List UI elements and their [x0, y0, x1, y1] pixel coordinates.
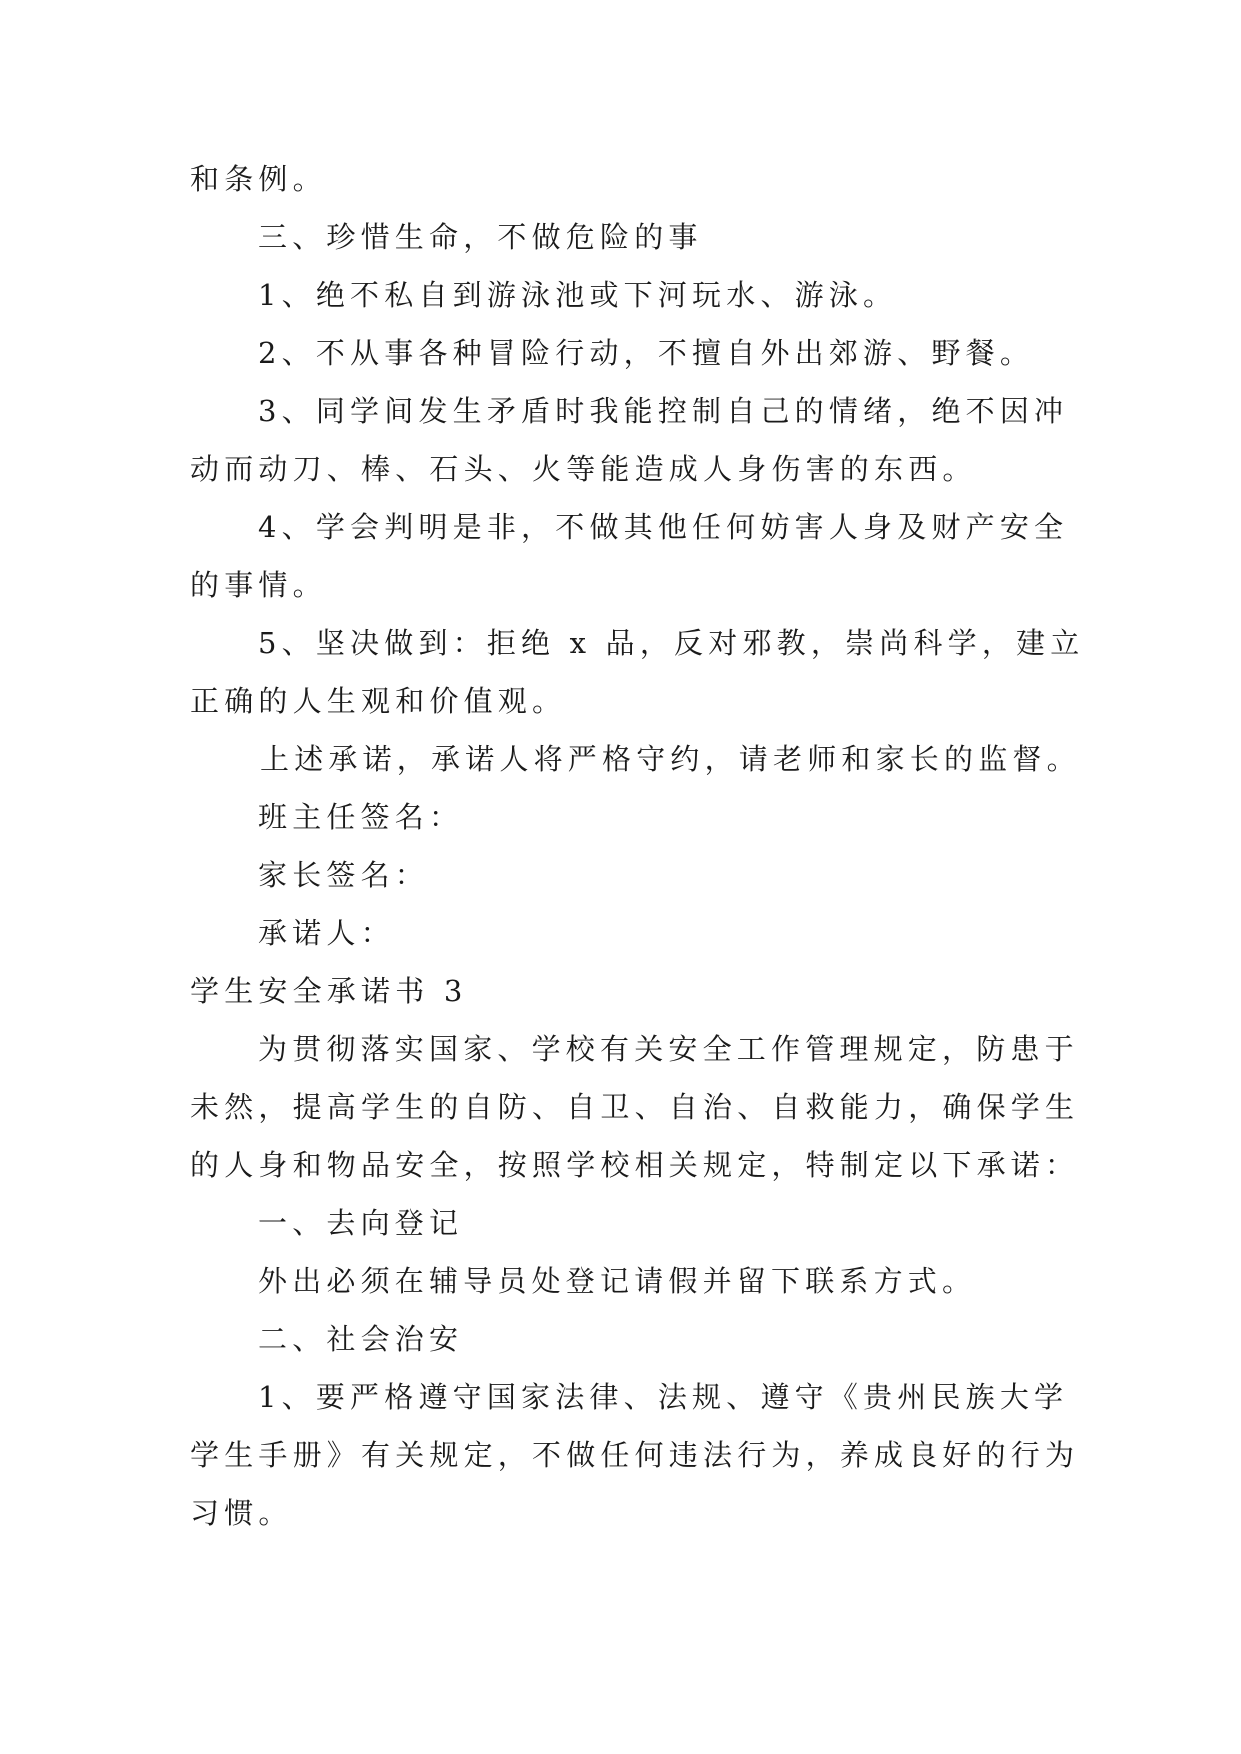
list-item: 3、同学间发生矛盾时我能控制自己的情绪，绝不因冲 [258, 394, 1069, 428]
list-item: 1、要严格遵守国家法律、法规、遵守《贵州民族大学 [258, 1380, 1069, 1414]
signature-line-teacher: 班主任签名： [258, 800, 464, 834]
signature-line-parent: 家长签名： [258, 858, 430, 892]
text-line: 习惯。 [190, 1496, 293, 1530]
paragraph-line: 外出必须在辅导员处登记请假并留下联系方式。 [258, 1264, 977, 1298]
section-heading: 三、珍惜生命，不做危险的事 [258, 220, 703, 254]
paragraph-line: 为贯彻落实国家、学校有关安全工作管理规定，防患于 [258, 1032, 1079, 1066]
list-item: 1、绝不私自到游泳池或下河玩水、游泳。 [258, 278, 898, 312]
text-line: 正确的人生观和价值观。 [190, 684, 567, 718]
text-line: 动而动刀、棒、石头、火等能造成人身伤害的东西。 [190, 452, 977, 486]
list-item: 5、坚决做到：拒绝 x 品，反对邪教，崇尚科学，建立 [258, 626, 1085, 660]
paragraph-line: 未然，提高学生的自防、自卫、自治、自救能力，确保学生 [190, 1090, 1080, 1124]
document-body [190, 150, 1085, 1542]
text-line: 和条例。 [190, 162, 327, 196]
text-line: 学生手册》有关规定，不做任何违法行为，养成良好的行为 [190, 1438, 1080, 1472]
list-item: 2、不从事各种冒险行动，不擅自外出郊游、野餐。 [258, 336, 1035, 370]
text-line: 的事情。 [190, 568, 327, 602]
signature-line-promisor: 承诺人： [258, 916, 395, 950]
closing-statement: 上述承诺，承诺人将严格守约，请老师和家长的监督。 [260, 742, 1081, 776]
list-item: 4、学会判明是非，不做其他任何妨害人身及财产安全 [258, 510, 1069, 544]
paragraph-line: 的人身和物品安全，按照学校相关规定，特制定以下承诺： [190, 1148, 1080, 1182]
document-title: 学生安全承诺书 3 [190, 974, 468, 1008]
section-heading: 二、社会治安 [258, 1322, 464, 1356]
section-heading: 一、去向登记 [258, 1206, 464, 1240]
